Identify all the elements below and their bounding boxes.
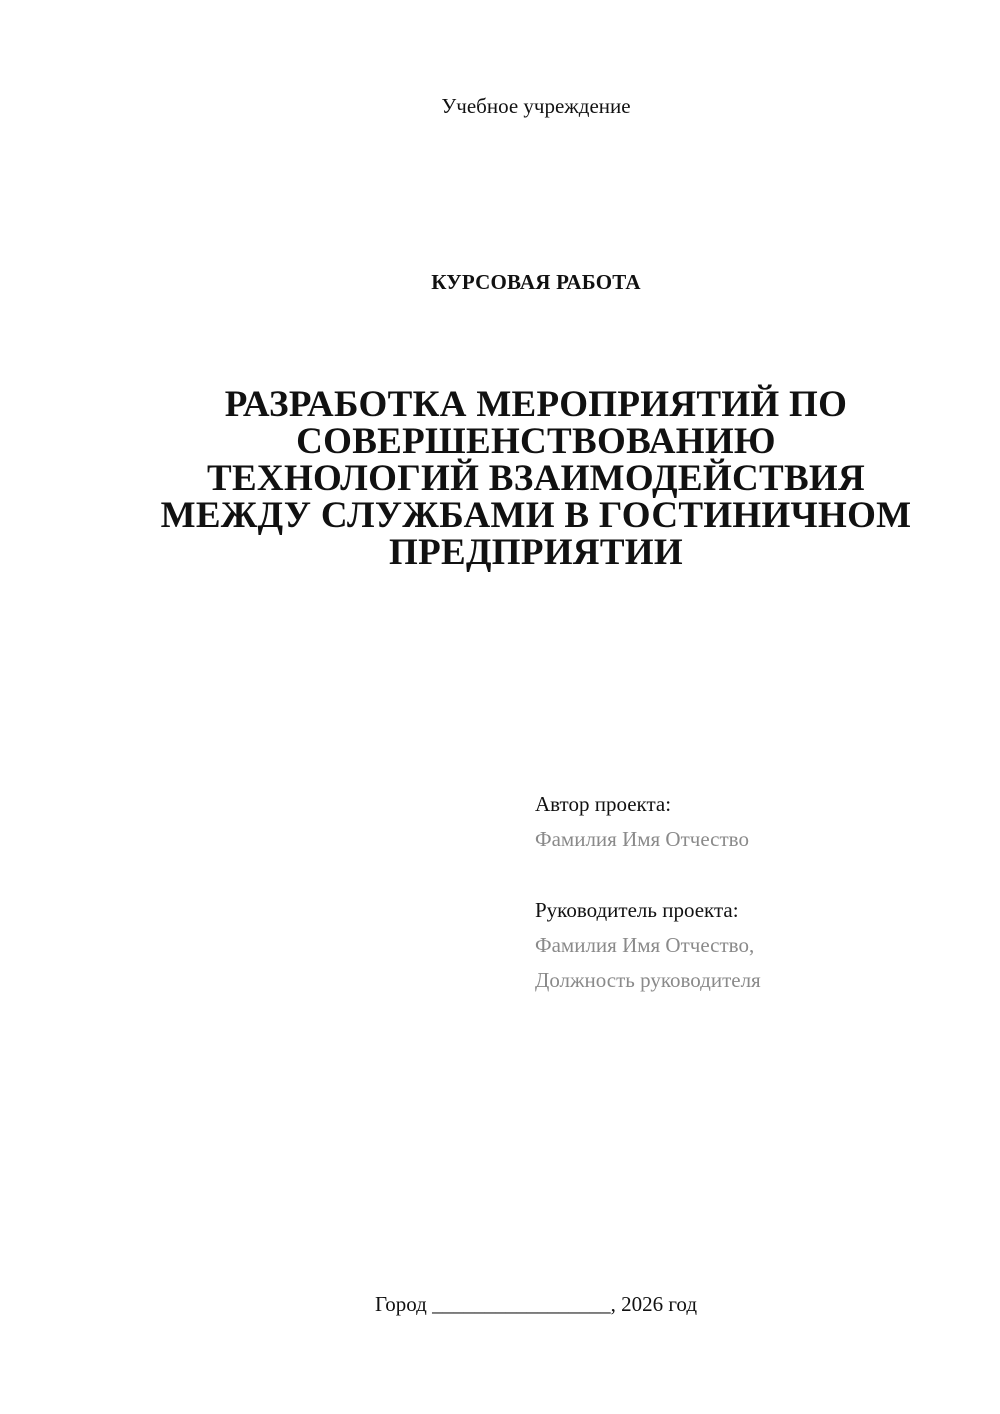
work-type-heading: КУРСОВАЯ РАБОТА	[431, 270, 641, 294]
author-name: Фамилия Имя Отчество	[535, 827, 749, 851]
signature-spacer	[535, 857, 975, 893]
author-label: Автор проекта:	[535, 792, 672, 816]
supervisor-position: Должность руководителя	[535, 968, 761, 992]
title-line-1: РАЗРАБОТКА МЕРОПРИЯТИЙ ПО	[224, 384, 848, 425]
supervisor-label: Руководитель проекта:	[535, 898, 739, 922]
city-year-line: Город _________________, 2026 год	[374, 1292, 698, 1316]
title-line-5: ПРЕДПРИЯТИИ	[389, 532, 683, 573]
document-title	[100, 386, 972, 571]
supervisor-name: Фамилия Имя Отчество,	[535, 933, 755, 957]
signature-block	[535, 787, 975, 998]
title-line-4: МЕЖДУ СЛУЖБАМИ В ГОСТИНИЧНОМ	[160, 495, 912, 536]
institution-name: Учебное учреждение	[441, 94, 631, 118]
title-line-3: ТЕХНОЛОГИЙ ВЗАИМОДЕЙСТВИЯ	[206, 458, 866, 499]
title-line-2: СОВЕРШЕНСТВОВАНИЮ	[296, 421, 776, 462]
